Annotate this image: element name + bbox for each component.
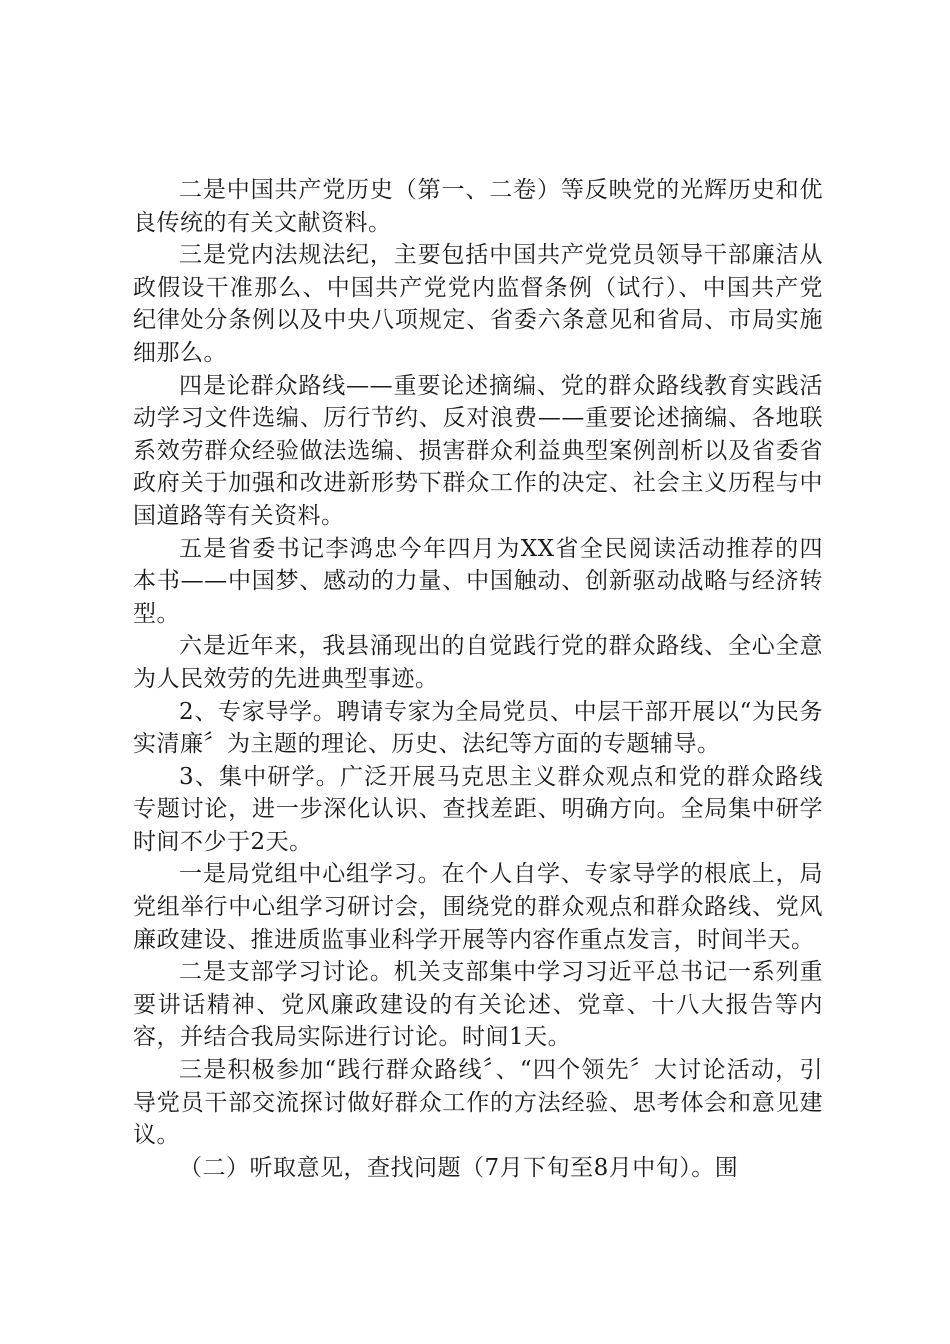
paragraph-expert-guidance: 2、专家导学。聘请专家为全局党员、中层干部开展以“为民务实清廉〞为主题的理论、历史、法纪等方面的专题辅导。 (133, 698, 823, 758)
document-body (133, 174, 823, 1184)
paragraph-group-study: 3、集中研学。广泛开展马克思主义群众观点和党的群众路线专题讨论，进一步深化认识、查找差距、明确方向。全局集中研学时间不少于2天。 (133, 763, 823, 855)
paragraph-central-group-study: 一是局党组中心组学习。在个人自学、专家导学的根底上，局党组举行中心组学习研讨会，围绕党的群众观点和群众路线、党风廉政建设、推进质监事业科学开展等内容作重点发言，时间半天。 (133, 861, 823, 953)
paragraph-party-regulations: 三是党内法规法纪，主要包括中国共产党党员领导干部廉洁从政假设干准那么、中国共产党党内监督条例（试行）、中国共产党纪律处分条例以及中央八项规定、省委六条意见和省局、市局实施细那么。 (133, 242, 823, 366)
paragraph-history-materials: 二是中国共产党历史（第一、二卷）等反映党的光辉历史和优良传统的有关文献资料。 (133, 177, 823, 236)
paragraph-local-examples: 六是近年来，我县涌现出的自觉践行党的群众路线、全心全意为人民效劳的先进典型事迹。 (133, 633, 823, 692)
paragraph-mass-line-materials: 四是论群众路线——重要论述摘编、党的群众路线教育实践活动学习文件选编、厉行节约、反对浪费——重要论述摘编、各地联系效劳群众经验做法选编、损害群众利益典型案例剖析以及省委省政府关于加强和改进新形势下群众工作的决定、社会主义历程与中国道路等有关资料。 (133, 372, 823, 529)
paragraph-section-heading: （二）听取意见，查找问题（7月下旬至8月中旬）。围 (179, 1154, 739, 1181)
paragraph-recommended-books: 五是省委书记李鸿忠今年四月为XX省全民阅读活动推荐的四本书——中国梦、感动的力量、中国触动、创新驱动战略与经济转型。 (133, 535, 823, 627)
paragraph-branch-discussion: 二是支部学习讨论。机关支部集中学习习近平总书记一系列重要讲话精神、党风廉政建设的有关论述、党章、十八大报告等内容，并结合我局实际进行讨论。时间1天。 (133, 959, 823, 1051)
paragraph-discussion-activities: 三是积极参加“践行群众路线〞、“四个领先〞大讨论活动，引导党员干部交流探讨做好群众工作的方法经验、思考体会和意见建议。 (133, 1057, 823, 1149)
